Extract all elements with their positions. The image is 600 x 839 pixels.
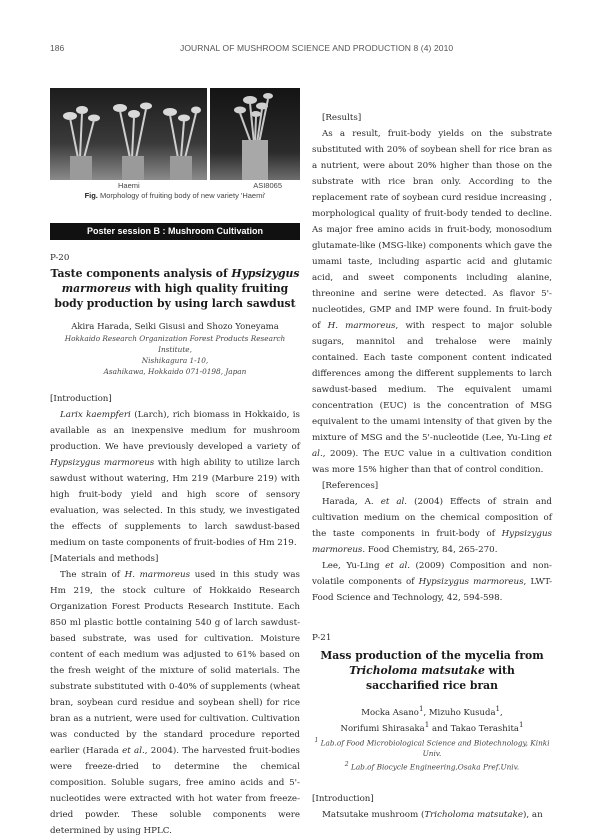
p2-aff1-text: Lab.of Food Microbiological Science and Biotechnology, Kinki Univ. <box>318 738 550 759</box>
p2-author-sep: , <box>500 707 503 718</box>
ref1-c: (2004) Effects of strain and cultivation medium on the chemical composition of the taste components in fruit-body of <box>312 497 552 539</box>
paper1-title-post: with high quality fruiting body production by using larch sawdust <box>54 282 296 310</box>
p2-author-2: , Mizuho Kusuda <box>423 707 496 718</box>
paper1-affiliation-1: Hokkaido Research Organization Forest Products Research Institute, <box>64 334 286 354</box>
photo-label-left: Haemi <box>118 181 140 190</box>
paper1-intro-text <box>50 407 300 551</box>
methods-text-c: used in this study was Hm 219, the stock culture of Hokkaido Research Organization Forest Products Research Institute. Each 850 ml plastic bottle containing 540 g of larch sawdust-based substrate, was used for cultivation. Moisture content of each medium was adjusted to 61% based on the fresh weight of the mixture of solid materials. The substrate substituted with 0-40% of supplements (wheat bran, soybean curd residue and soybean shell) for rice bran as a nutrient, were used for cultivation. Cultivation was conducted by the standard procedure reported earlier (Harada <box>50 570 300 756</box>
paper2-title-species: Tricholoma matsutake <box>349 664 485 677</box>
p2-author-1: Mocka Asano <box>361 707 419 718</box>
paper1-results-text <box>312 126 552 478</box>
paper1-title-pre: Taste components analysis of <box>50 267 232 280</box>
results-text-a: As a result, fruit-body yields on the substrate substituted with 20% of soybean shell for rice bran as a nutrient, were about 20% higher than those on the substrate with rice bran only. According to the replacement rate of soybean curd residue increasing , morphological quality of fruit-body tended to decline. As major free amino acids in fruit-body, monosodium glutamate-like (MSG-like) components which gave the umami taste, including aspartic acid and glutamic acid, and sweet components including alanine, threonine and serine were detected. As flavor 5'-nucleotides, GMP and IMP were found. In fruit-body of <box>312 129 552 331</box>
paper2-title-a: Mass production of the mycelia from <box>320 649 544 662</box>
page-number: 186 <box>50 43 65 53</box>
photo-label-right: ASI8065 <box>253 181 282 190</box>
ref2-c: (2009) Composition and non-volatile components of <box>312 561 552 587</box>
photo-haemi <box>50 88 207 180</box>
paper1-references-heading: [References] <box>322 481 379 491</box>
p2-intro-c: ), an <box>523 809 543 820</box>
p2-sup-1a: 1 <box>418 704 424 713</box>
ref2-d: Hypsizygus marmoreus <box>418 577 524 587</box>
running-header <box>0 43 600 57</box>
ref2-b: et al. <box>385 561 410 571</box>
journal-title: JOURNAL OF MUSHROOM SCIENCE AND PRODUCTION 8 (4) 2010 <box>180 43 454 53</box>
p2-author-3: Norifumi Shirasaka <box>340 723 425 734</box>
paper1-title <box>50 266 300 311</box>
p2-intro-a: Matsutake mushroom ( <box>322 809 425 820</box>
photo-labels <box>50 181 300 191</box>
ref1-d: Hypsizygus marmoreus <box>312 529 552 555</box>
reference-2 <box>312 558 552 606</box>
figure-caption-text: Morphology of fruiting body of new variety 'Haemi' <box>97 191 266 200</box>
paper2-title <box>312 648 552 693</box>
p2-sup-1d: 1 <box>518 719 524 729</box>
ref2-e: , LWT-Food Science and Technology, 42, 594-598. <box>312 577 553 603</box>
paper2-intro-text <box>312 807 552 823</box>
p2-aff-sup-1: 1 <box>314 736 319 744</box>
figure-caption <box>50 191 300 201</box>
paper1-results-heading: [Results] <box>322 113 362 123</box>
paper2-id: P-21 <box>312 633 332 643</box>
intro-species-2: Hypsizygus marmoreus <box>50 458 155 468</box>
ref2-a: Lee, Yu-Ling <box>322 561 386 571</box>
results-text-c: , with respect to major soluble sugars, mannitol and trehalose were mainly contained. Each taste component content indicated differences among the different supplements to larch sawdust-based medium. The equivalent umami concentration (EUC) is the concentration of MSG equivalent to the umami intensity of that given by the mixture of MSG and the 5'-nucleotide (Lee, Yu-Ling <box>312 321 552 443</box>
right-column <box>312 78 552 823</box>
p2-sup-1c: 1 <box>424 719 430 729</box>
p2-aff-sup-2: 2 <box>344 761 349 769</box>
methods-text-a: The strain of <box>60 570 125 580</box>
paper2-affiliation-2 <box>312 759 552 772</box>
methods-species: H. marmoreus <box>124 570 191 580</box>
paper1-affiliation-3: Asahikawa, Hokkaido 071-0198, Japan <box>103 367 247 376</box>
methods-text-e: , 2004). The harvested fruit-bodies were freeze-dried to determine the chemical composition. Soluble sugars, free amino acids and 5'-nucleotides were extracted with hot water from freeze-dried powder. These soluble components were determined by using HPLC. <box>50 746 300 836</box>
p2-aff2-text: Lab.of Biocycle Engineering,Osaka Pref.Univ. <box>348 762 520 772</box>
intro-text-1: (Larch), rich biomass in Hokkaido, is available as an inexpensive medium for mushroom production. We have previously developed a variety of <box>50 410 300 452</box>
photo-asi8065 <box>210 88 300 180</box>
paper2-title-c: with saccharified rice bran <box>366 664 515 692</box>
paper1-affiliation-2: Nishikagura 1-10, <box>141 356 209 365</box>
p2-intro-species: Tricholoma matsutake <box>424 809 524 820</box>
figure-caption-prefix: Fig. <box>84 191 98 200</box>
paper1-intro-heading: [Introduction] <box>50 394 112 404</box>
paper2-authors <box>312 703 552 735</box>
intro-text-2: with high ability to utilize larch sawdust without watering, Hm 219 (Marbure 219) with high fruit-body yield and high score of sensory evaluation, was selected. In this study, we investigated the effects of supplements to larch sawdust-based medium on taste components of fruit-bodies of Hm 219. <box>50 458 300 548</box>
results-text-e: , 2009). The EUC value in a cultivation condition was more 15% higher than that of control condition. <box>312 449 552 475</box>
paper1-id: P-20 <box>50 253 70 263</box>
methods-etal: et al. <box>122 746 145 756</box>
paper2-intro-heading: [Introduction] <box>312 793 374 804</box>
paper2-affiliation-1 <box>312 735 552 759</box>
ref1-e: . Food Chemistry, 84, 265-270. <box>362 545 498 555</box>
paper1-methods-heading: [Materials and methods] <box>50 554 159 564</box>
paper1-title-species: Hypsizygus marmoreus <box>61 267 300 295</box>
intro-species-1: Larix kaempferi <box>60 410 131 420</box>
paper1-authors: Akira Harada, Seiki Gisusi and Shozo Yoneyama <box>71 322 279 332</box>
results-species: H. marmoreus <box>327 321 396 331</box>
session-banner: Poster session B : Mushroom Cultivation <box>50 223 300 240</box>
paper1-methods-text <box>50 567 300 839</box>
reference-1 <box>312 494 552 558</box>
p2-sup-1b: 1 <box>495 704 501 713</box>
mushroom-photo <box>50 88 300 180</box>
left-column <box>50 88 300 839</box>
ref1-b: et al. <box>380 497 408 507</box>
results-etal: et al. <box>312 433 552 459</box>
p2-author-4: and Takao Terashita <box>429 723 519 734</box>
ref1-a: Harada, A. <box>322 497 381 507</box>
